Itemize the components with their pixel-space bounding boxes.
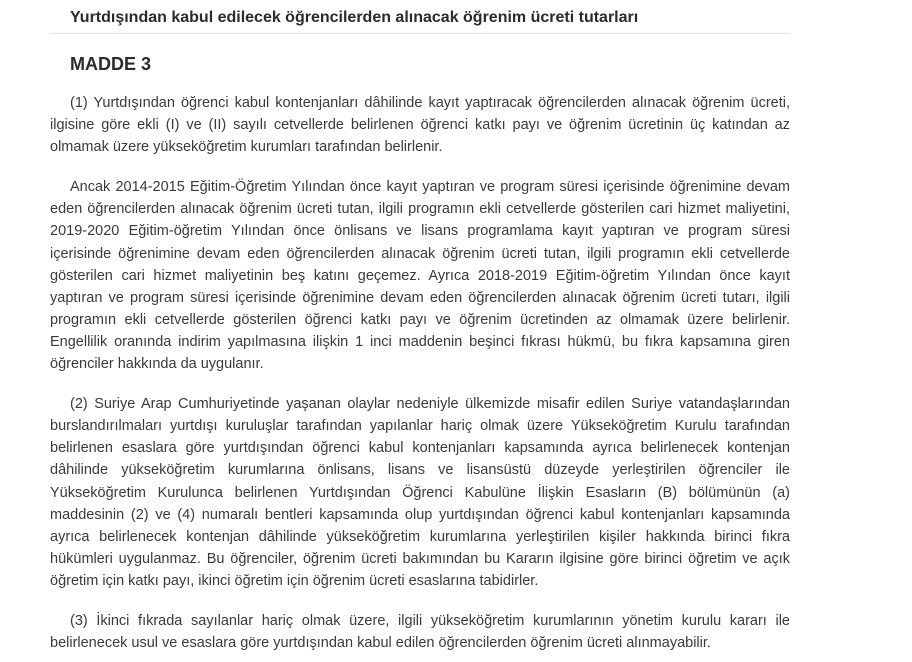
document-page xyxy=(50,0,790,654)
paragraph-3: (2) Suriye Arap Cumhuriyetinde yaşanan olaylar nedeniyle ülkemizde misafir edilen Suriye vatandaşlarından burslandırılmaları yurtdışı kuruluşlar tarafından yapılanlar hariç olmak üzere Yükseköğretim Kurulu tarafından belirlenen esaslara göre yurtdışından öğrenci kabul kontenjanları kapsamında ayrıca belirlenecek kontenjan dâhilinde yükseköğretim kurumlarına önlisans, lisans ve lisansüstü düzeyde yerleştirilen öğrenciler ile Yükseköğretim Kurulunca belirlenen Yurtdışından Öğrenci Kabulüne İlişkin Esasların (B) bölümünün (a) maddesinin (2) ve (4) numaralı bentleri kapsamında olup yurtdışından öğrenci kabul kontenjanları kapsamında ayrıca belirlenecek kontenjan dâhilinde yükseköğretim kurumlarına yerleştirilen kişiler hakkında birinci fıkra hükümleri uygulanmaz. Bu öğrenciler, öğrenim ücreti bakımından bu Kararın ilgisine göre birinci öğretim ve açık öğretim için katkı payı, ikinci öğretim için öğrenim ücreti esaslarına tabidirler. xyxy=(50,396,790,589)
paragraph-2: Ancak 2014-2015 Eğitim-Öğretim Yılından önce kayıt yaptıran ve program süresi içerisinde öğrenimine devam eden öğrencilerden alınacak öğrenim ücreti tutan, ilgili programın ekli cetvellerde gösterilen cari hizmet maliyetini, 2019-2020 Eğitim-öğretim Yılından önce önlisans ve lisans programlama kayıt yaptıran ve program süresi içerisinde öğrenimine devam eden öğrencilerden alınacak öğrenim ücreti tutan, ilgili programın ekli cetvellerde gösterilen cari hizmet maliyetinin beş katını geçemez. Ayrıca 2018-2019 Eğitim-öğretim Yılından önce kayıt yaptıran ve program süresi içerisinde öğrenimine devam eden öğrencilerden alınacak öğrenim ücreti tutarı, ilgili programın ekli cetvellerde gösterilen öğrenci katkı payı ve öğrenim ücretinden az olmamak üzere belirlenir. Engellilik oranında indirim yapılmasına ilişkin 1 inci maddenin beşinci fıkrası hükmü, bu fıkra kapsamına giren öğrenciler hakkında da uygulanır. xyxy=(50,179,790,373)
page-title: Yurtdışından kabul edilecek öğrencilerden alınacak öğrenim ücreti tutarları xyxy=(50,0,790,34)
paragraph-1: (1) Yurtdışından öğrenci kabul kontenjanları dâhilinde kayıt yaptıracak öğrencilerden alınacak öğrenim ücreti, ilgisine göre ekli (I) ve (II) sayılı cetvellerde belirlenen öğrenci katkı payı ve öğrenim ücretinin üç katından az olmamak üzere yükseköğretim kurumları tarafından belirlenir. xyxy=(50,95,790,156)
article-heading: MADDE 3 xyxy=(70,54,152,74)
paragraph-4: (3) İkinci fıkrada sayılanlar hariç olmak üzere, ilgili yükseköğretim kurumlarının yönetim kurulu kararı ile belirlenecek usul ve esaslara göre yurtdışından kabul edilen öğrencilerden öğrenim ücreti alınmayabilir. xyxy=(50,612,790,652)
